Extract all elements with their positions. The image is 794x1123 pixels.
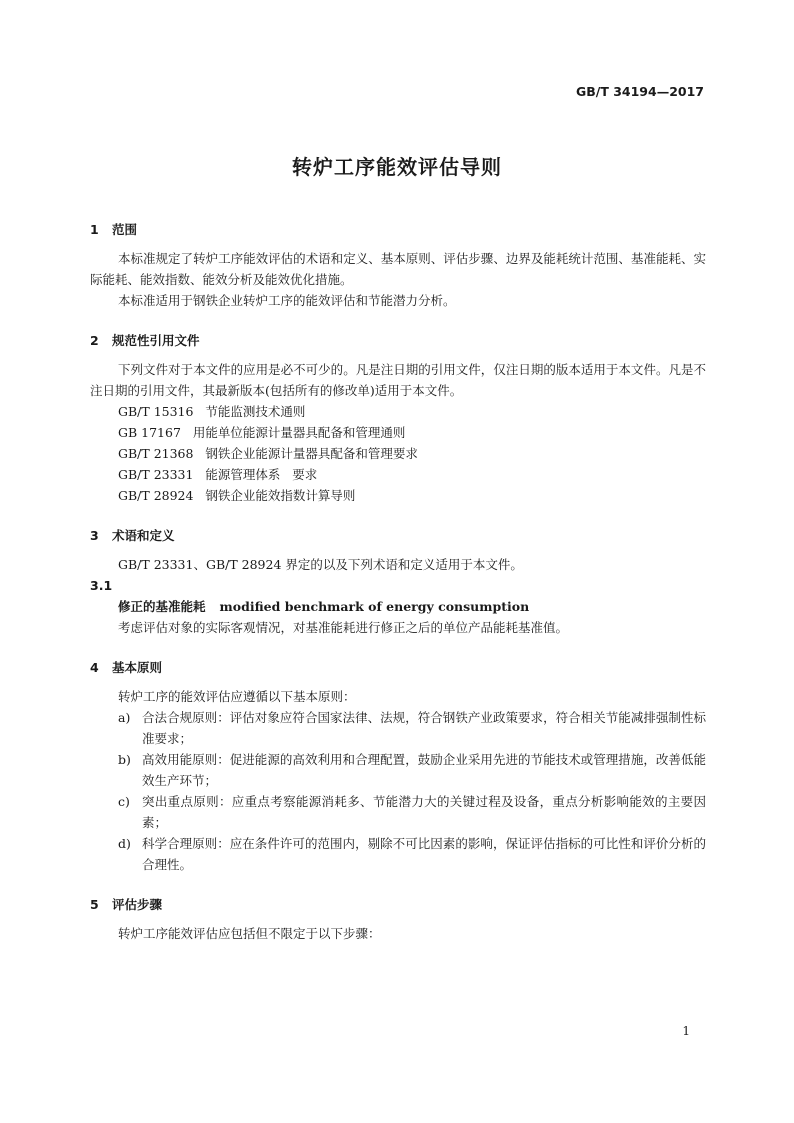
- section-heading-1: [90, 219, 706, 240]
- paragraph: 转炉工序能效评估应包括但不限定于以下步骤：: [118, 926, 381, 941]
- reference-item: GB/T 28924 钢铁企业能效指数计算导则: [118, 488, 356, 503]
- reference-item: GB 17167 用能单位能源计量器具配备和管理通则: [118, 425, 406, 440]
- list-text: 合法合规原则：评估对象应符合国家法律、法规，符合钢铁产业政策要求，符合相关节能减排强制性标准要求；: [142, 710, 706, 746]
- list-marker: c): [118, 794, 130, 809]
- reference-item: GB/T 23331 能源管理体系 要求: [118, 467, 318, 482]
- section-title: 术语和定义: [112, 528, 175, 543]
- section-title: 规范性引用文件: [112, 333, 200, 348]
- standard-code: GB/T 34194—2017: [575, 84, 704, 99]
- term-english: modified benchmark of energy consumption: [219, 599, 530, 614]
- section-title: 范围: [112, 222, 138, 237]
- term-chinese: 修正的基准能耗: [118, 599, 206, 614]
- term-number: 3.1: [90, 578, 113, 593]
- list-item: [90, 833, 706, 875]
- document-body: [90, 219, 706, 944]
- list-item: [90, 749, 706, 791]
- list-marker: b): [118, 752, 131, 767]
- section-number: 2: [90, 333, 99, 348]
- list-text: 突出重点原则：应重点考察能源消耗多、节能潜力大的关键过程及设备，重点分析影响能效的主要因素；: [142, 794, 706, 830]
- reference-item: GB/T 21368 钢铁企业能源计量器具配备和管理要求: [118, 446, 418, 461]
- page-number: 1: [682, 1024, 690, 1038]
- document-title: 转炉工序能效评估导则: [292, 155, 502, 179]
- term-entry: [90, 596, 706, 617]
- section-number: 4: [90, 660, 99, 675]
- section-heading-5: [90, 894, 706, 915]
- section-title: 评估步骤: [112, 897, 163, 912]
- reference-item: GB/T 15316 节能监测技术通则: [118, 404, 306, 419]
- term-definition: 考虑评估对象的实际客观情况，对基准能耗进行修正之后的单位产品能耗基准值。: [118, 620, 569, 635]
- list-text: 科学合理原则：应在条件许可的范围内，剔除不可比因素的影响，保证评估指标的可比性和评价分析的合理性。: [142, 836, 706, 872]
- paragraph: 本标准适用于钢铁企业转炉工序的能效评估和节能潜力分析。: [118, 293, 456, 308]
- list-marker: d): [118, 836, 131, 851]
- section-heading-3: [90, 525, 706, 546]
- list-text: 高效用能原则：促进能源的高效利用和合理配置，鼓励企业采用先进的节能技术或管理措施，改善低能效生产环节；: [142, 752, 706, 788]
- paragraph: 本标准规定了转炉工序能效评估的术语和定义、基本原则、评估步骤、边界及能耗统计范围、基准能耗、实际能耗、能效指数、能效分析及能效优化措施。: [90, 251, 706, 287]
- section-number: 3: [90, 528, 99, 543]
- section-heading-4: [90, 657, 706, 678]
- section-number: 5: [90, 897, 99, 912]
- section-heading-2: [90, 330, 706, 351]
- paragraph: GB/T 23331、GB/T 28924 界定的以及下列术语和定义适用于本文件。: [118, 557, 523, 572]
- paragraph: 转炉工序的能效评估应遵循以下基本原则：: [118, 689, 356, 704]
- section-number: 1: [90, 222, 99, 237]
- list-marker: a): [118, 710, 131, 725]
- list-item: [90, 791, 706, 833]
- paragraph: 下列文件对于本文件的应用是必不可少的。凡是注日期的引用文件，仅注日期的版本适用于本文件。凡是不注日期的引用文件，其最新版本(包括所有的修改单)适用于本文件。: [90, 362, 706, 398]
- section-title: 基本原则: [112, 660, 163, 675]
- list-item: [90, 707, 706, 749]
